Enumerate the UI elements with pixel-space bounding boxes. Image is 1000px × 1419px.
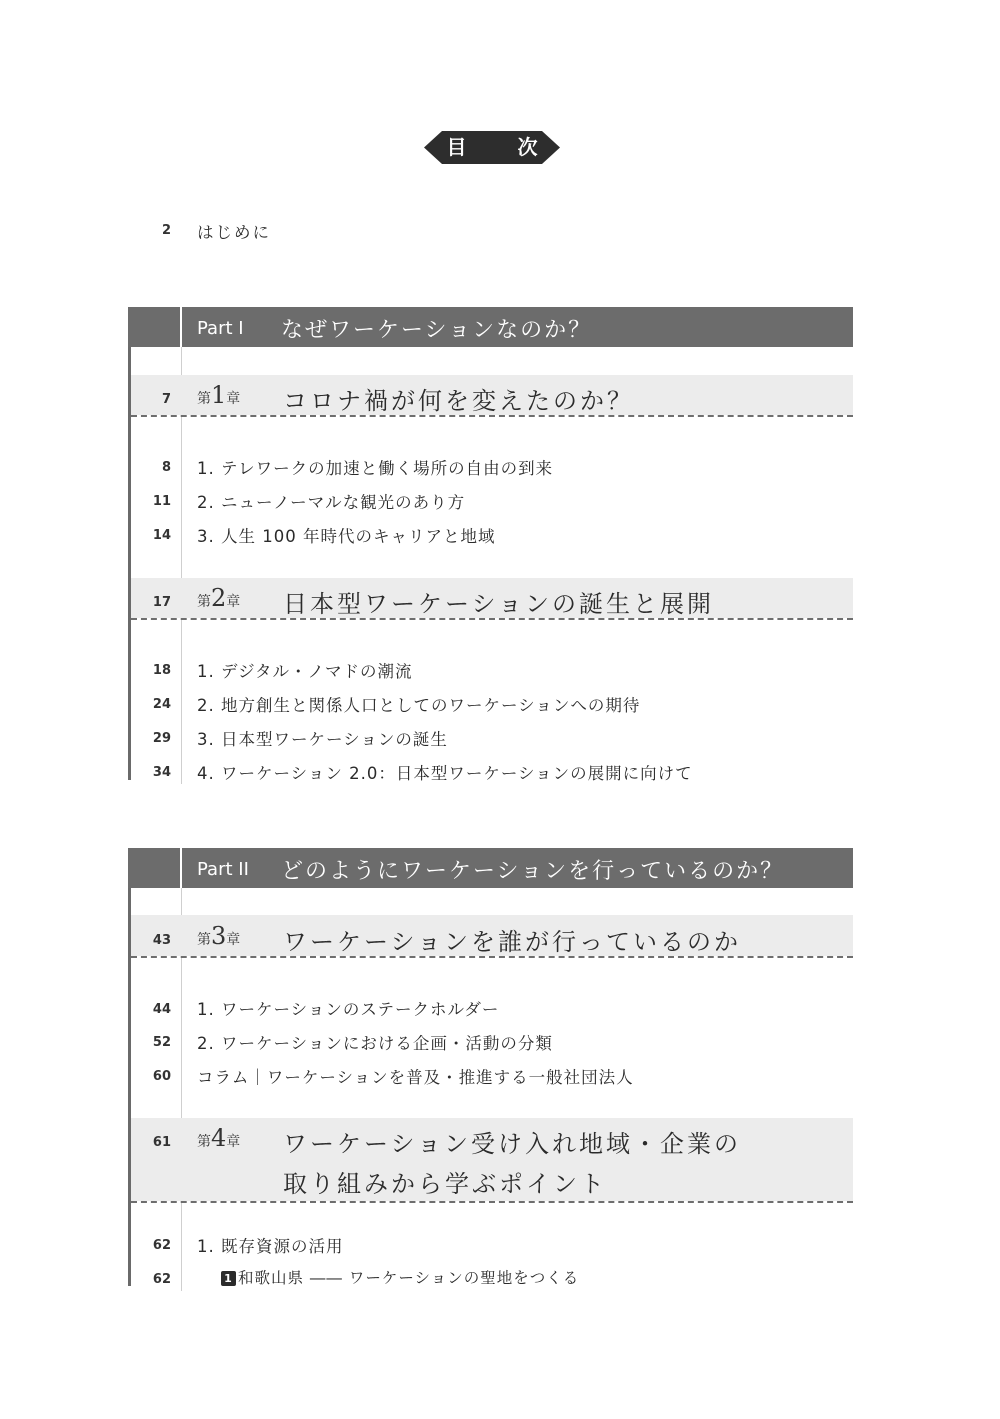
toc-entry[interactable]: 1. 既存資源の活用 (197, 1237, 344, 1256)
toc-entry[interactable] (221, 1266, 579, 1288)
toc-page[interactable]: 24 (152, 697, 171, 712)
toc-entry[interactable]: 1. ワーケーションのステークホルダー (197, 1000, 500, 1019)
toc-title-badge (424, 131, 560, 164)
toc-page[interactable]: 14 (152, 528, 171, 543)
chapter2-page[interactable]: 17 (152, 595, 171, 610)
part1-header-stub (128, 307, 182, 347)
toc-entry[interactable]: 1. テレワークの加速と働く場所の自由の到来 (197, 459, 554, 478)
part1-label: Part I (197, 318, 244, 339)
case-number-badge: 1 (221, 1271, 236, 1286)
toc-page[interactable]: 8 (161, 460, 171, 475)
intro-page[interactable]: 2 (161, 223, 171, 238)
part2-label: Part II (197, 859, 249, 880)
chapter3-title[interactable]: ワーケーションを誰が行っているのか (283, 928, 742, 956)
toc-entry[interactable]: 2. ワーケーションにおける企画・活動の分類 (197, 1034, 553, 1053)
chapter1-page[interactable]: 7 (161, 392, 171, 407)
chapter3-number: 第3章 (197, 922, 241, 950)
chapter4-title-line1[interactable]: ワーケーション受け入れ地域・企業の (283, 1130, 742, 1158)
toc-page[interactable]: 11 (152, 494, 171, 509)
toc-page[interactable]: 29 (152, 731, 171, 746)
toc-page[interactable]: 18 (152, 663, 171, 678)
case-title: 和歌山県 ―― ワーケーションの聖地をつくる (238, 1269, 580, 1287)
chapter4-number: 第4章 (197, 1124, 241, 1152)
toc-entry[interactable]: 2. ニューノーマルな観光のあり方 (197, 493, 466, 512)
toc-title: 目 次 (446, 135, 560, 159)
part2-title: どのようにワーケーションを行っているのか？ (281, 859, 785, 884)
chapter2-number: 第2章 (197, 584, 241, 612)
chapter4-page[interactable]: 61 (152, 1135, 171, 1150)
chapter4-divider (131, 1201, 853, 1203)
toc-page[interactable]: 62 (152, 1238, 171, 1253)
toc-entry[interactable]: 2. 地方創生と関係人口としてのワーケーションへの期待 (197, 696, 641, 715)
intro-label[interactable]: はじめに (197, 223, 271, 242)
chapter1-title[interactable]: コロナ禍が何を変えたのか？ (283, 387, 634, 415)
chapter2-title[interactable]: 日本型ワーケーションの誕生と展開 (283, 590, 715, 618)
chapter3-page[interactable]: 43 (152, 933, 171, 948)
toc-entry[interactable]: 3. 日本型ワーケーションの誕生 (197, 730, 448, 749)
part1-title: なぜワーケーションなのか？ (281, 318, 593, 343)
chapter1-number: 第1章 (197, 381, 241, 409)
part2-left-rule (128, 848, 131, 1286)
toc-page[interactable]: 62 (152, 1272, 171, 1287)
toc-entry[interactable]: コラム｜ワーケーションを普及・推進する一般社団法人 (197, 1068, 634, 1087)
toc-entry[interactable]: 4. ワーケーション 2.0：日本型ワーケーションの展開に向けて (197, 764, 693, 783)
toc-page[interactable]: 60 (152, 1069, 171, 1084)
toc-page[interactable]: 52 (152, 1035, 171, 1050)
chapter4-title-line2[interactable]: 取り組みから学ぶポイント (283, 1170, 607, 1198)
part2-header-stub (128, 848, 182, 888)
toc-page[interactable]: 44 (152, 1002, 171, 1017)
toc-page[interactable]: 34 (152, 765, 171, 780)
toc-entry[interactable]: 3. 人生 100 年時代のキャリアと地域 (197, 527, 496, 546)
toc-entry[interactable]: 1. デジタル・ノマドの潮流 (197, 662, 413, 681)
